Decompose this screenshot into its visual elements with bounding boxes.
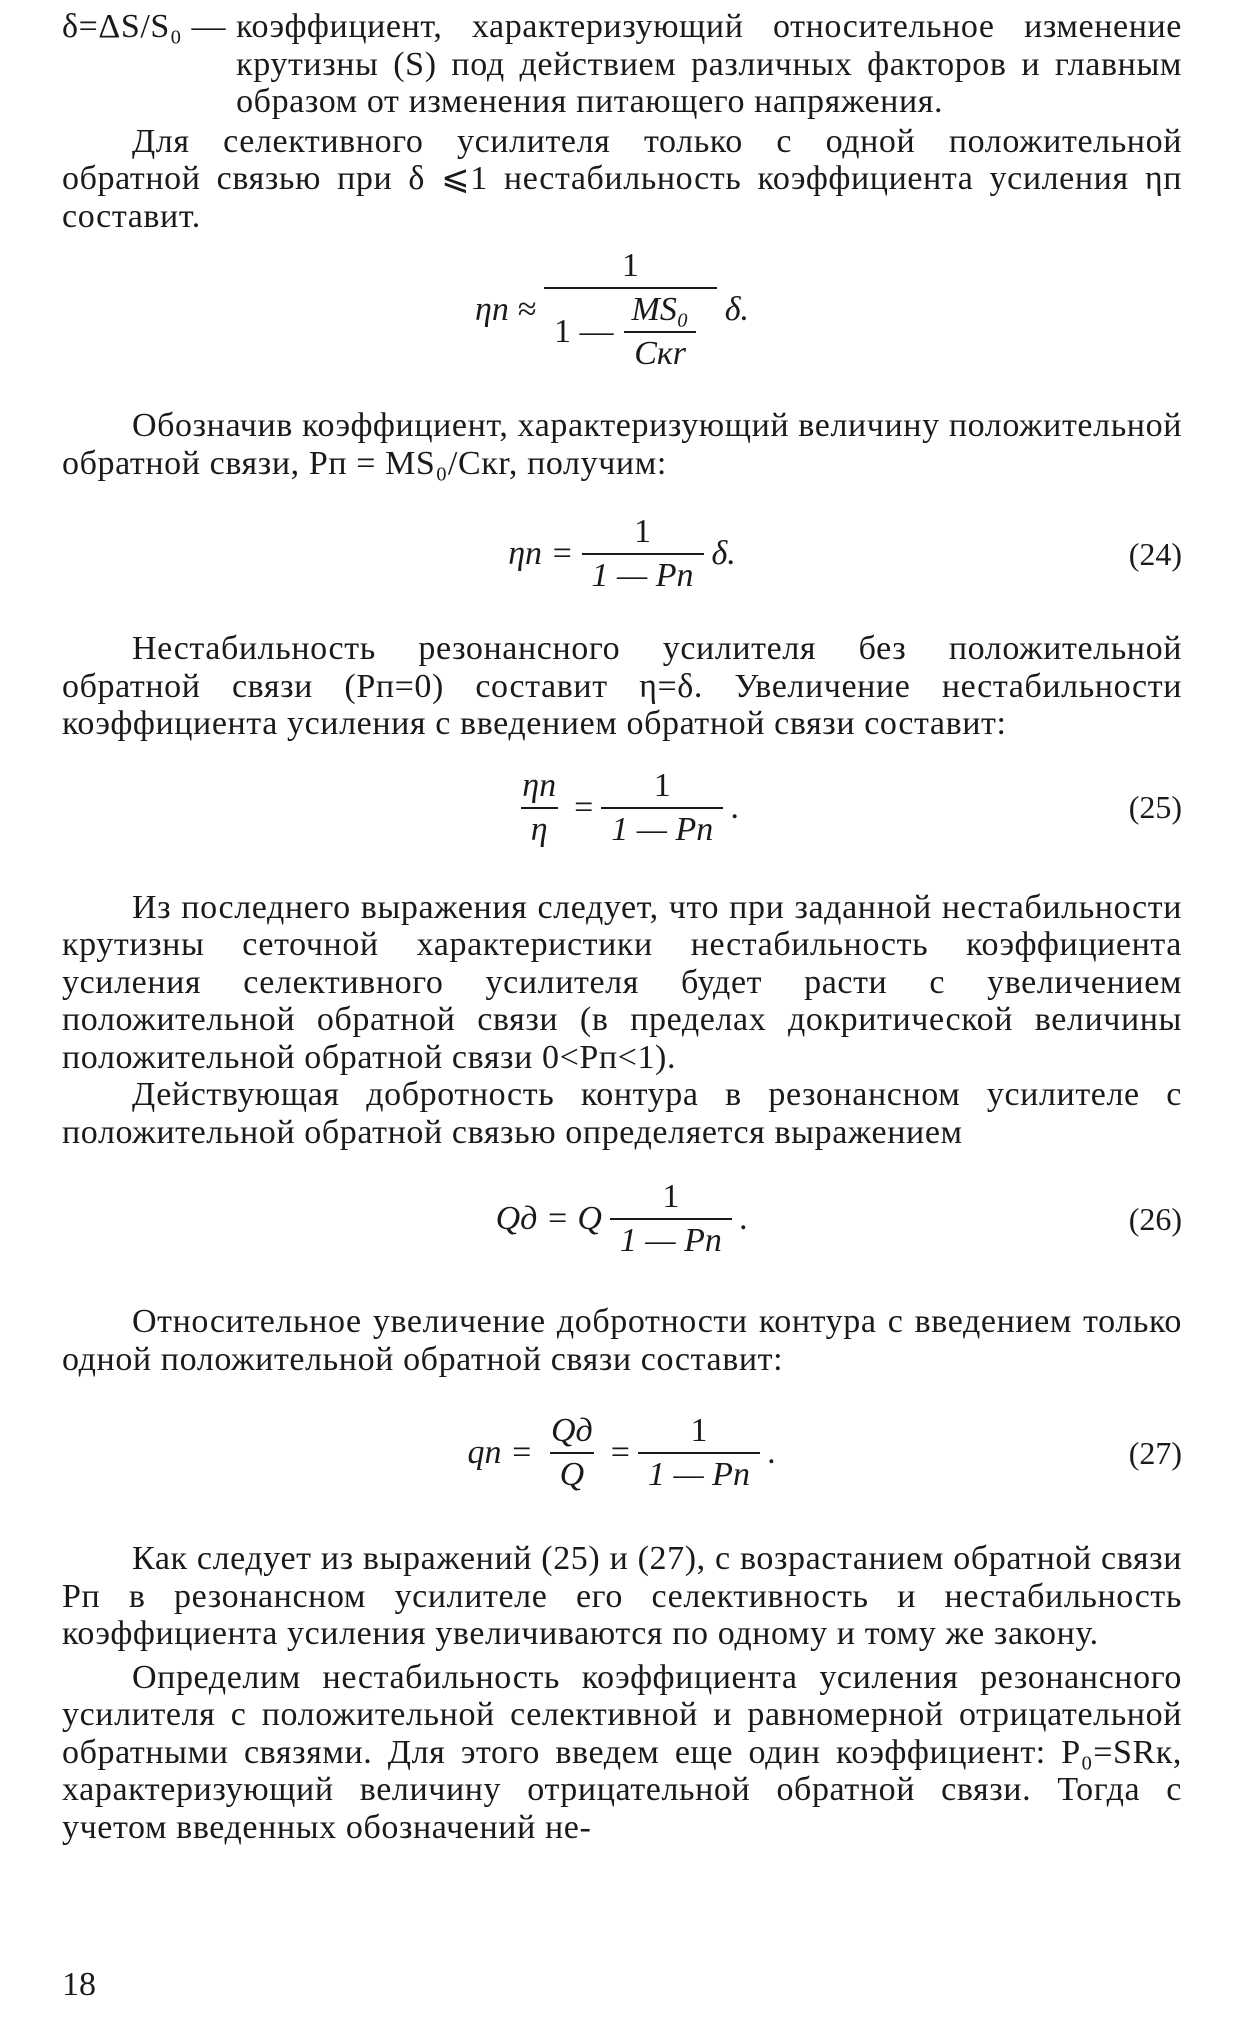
formula-27 <box>62 1390 1182 1516</box>
formula-fraction <box>601 767 723 849</box>
lhs-denominator: η <box>521 807 558 849</box>
lhs-fraction <box>512 767 566 849</box>
definition-entry <box>62 8 1182 121</box>
denominator-prefix: 1 — <box>554 313 614 350</box>
fraction-numerator: 1 <box>653 766 671 804</box>
formula-fraction <box>582 513 704 595</box>
fraction-denominator: 1 — Pп <box>582 553 704 595</box>
lhs-numerator: ηп <box>522 766 557 804</box>
mid-numerator: Qд <box>551 1412 593 1449</box>
paragraph-7: Как следует из выражений (25) и (27), с возрастанием обратной связи Pп в резонансном усилителе его селективность и нестабильность коэффициента усиления увеличиваются по одному и тому же закону. <box>62 1540 1182 1652</box>
definition-term: δ=ΔS/S₀ — <box>62 8 227 45</box>
mid-fraction <box>541 1412 603 1494</box>
page-number: 18 <box>62 1966 96 2003</box>
equals-sign: = <box>574 788 594 826</box>
fraction-numerator: 1 <box>662 1178 680 1215</box>
fraction-numerator: 1 <box>690 1412 708 1449</box>
formula-26 <box>62 1159 1182 1279</box>
formula-fraction <box>638 1412 760 1494</box>
fraction-denominator: 1 — Pп <box>638 1452 760 1494</box>
paragraph-6: Относительное увеличение добротности контура с введением только одной положительной обратной связи составит: <box>62 1303 1182 1378</box>
formula-lhs: ηп ≈ <box>475 291 537 328</box>
equation-number-27: (27) <box>1128 1434 1182 1471</box>
formula-fraction <box>610 1178 732 1260</box>
formula-24 <box>62 494 1182 614</box>
formula-suffix: δ. <box>711 535 736 572</box>
definition-text: коэффициент, характеризующий относительное изменение крутизны (S) под действием различных факторов и главным образом от изменения питающего напряжения. <box>236 8 1182 120</box>
paragraph-8: Определим нестабильность коэффициента усиления резонансного усилителя с положительной селективной и равномерной отрицательной обратными связями. Для этого введем еще один коэффициент: P₀=SRк, характеризующий величину отрицательной обратной связи. Тогда с учетом введенных обозначений не- <box>62 1658 1182 1846</box>
formula-lhs: qп = <box>467 1434 533 1471</box>
formula-eta-approx <box>42 235 1182 385</box>
inner-fraction <box>622 291 699 373</box>
equals-sign: = <box>610 1434 630 1471</box>
inner-denominator: Cкr <box>624 331 696 373</box>
equation-number-25: (25) <box>1128 789 1182 825</box>
equation-number-24: (24) <box>1128 535 1182 572</box>
inner-numerator: MS₀ <box>631 291 689 328</box>
formula-suffix: . <box>739 1200 749 1237</box>
paragraph-4: Из последнего выражения следует, что при заданной нестабильности крутизны сеточной характеристики нестабильность коэффициента усиления селективного усилителя будет расти с увеличением положительной обратной связи (в пределах докритической величины положительной обратной связи 0<Pп<1). <box>62 888 1182 1076</box>
fraction-denominator: 1 — Pп <box>610 1218 732 1260</box>
mid-denominator: Q <box>550 1452 595 1494</box>
fraction-numerator: 1 <box>634 513 651 550</box>
formula-25 <box>62 749 1182 867</box>
fraction-denominator: 1 — Pп <box>601 807 723 849</box>
paragraph-1: Для селективного усилителя только с одной положительной обратной связью при δ ⩽1 нестабильность коэффициента усиления ηп составит. <box>62 122 1182 235</box>
formula-lhs: ηп = <box>508 535 574 572</box>
paragraph-5: Действующая добротность контура в резонансном усилителе с положительной обратной связью определяется выражением <box>62 1076 1182 1151</box>
formula-suffix: δ. <box>724 291 749 328</box>
page-content <box>62 8 1182 1846</box>
formula-fraction <box>544 247 717 373</box>
paragraph-3: Нестабильность резонансного усилителя без положительной обратной связи (Pп=0) составит η=δ. Увеличение нестабильности коэффициента усиления с введением обратной связи составит: <box>62 630 1182 742</box>
paragraph-2: Обозначив коэффициент, характеризующий величину положительной обратной связи, Pп = MS₀/Cкr, получим: <box>62 407 1182 482</box>
fraction-denominator <box>544 287 717 373</box>
equation-number-26: (26) <box>1128 1200 1182 1237</box>
formula-lhs: Qд = Q <box>495 1200 602 1237</box>
formula-suffix: . <box>731 788 740 826</box>
fraction-numerator: 1 <box>621 247 639 284</box>
formula-suffix: . <box>767 1434 777 1471</box>
